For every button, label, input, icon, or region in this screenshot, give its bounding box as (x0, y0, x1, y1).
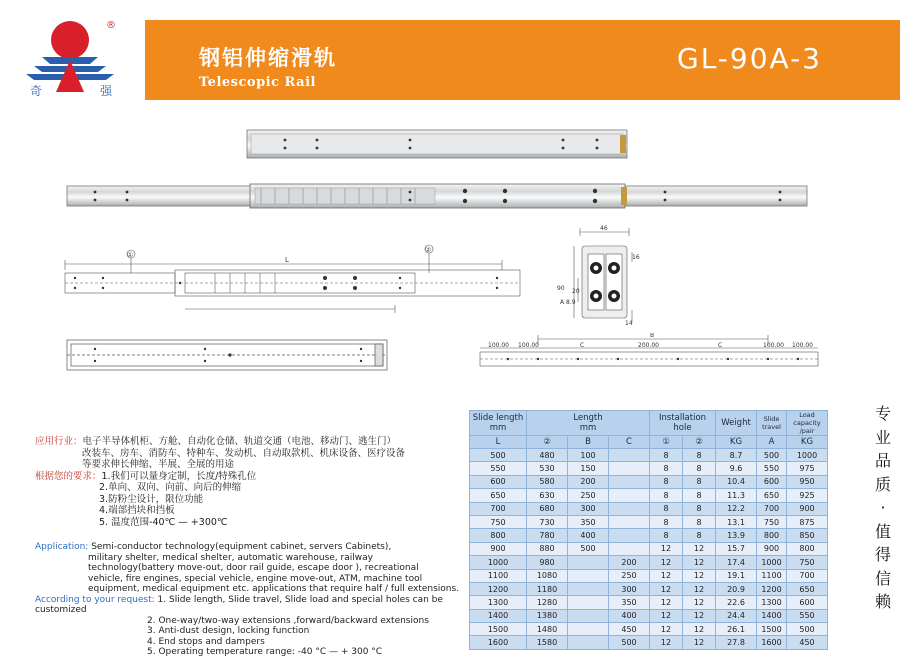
table-cell: 900 (757, 542, 787, 555)
table-cell: 500 (609, 636, 650, 649)
table-cell: 580 (527, 475, 568, 488)
table-cell: 8 (683, 462, 716, 475)
table-cell: 500 (470, 449, 527, 462)
table-cell: 500 (757, 449, 787, 462)
application-line-2: military shelter, medical shelter, automatic warehouse, railway (88, 552, 373, 563)
table-cell: 15.7 (716, 542, 757, 555)
table-cell: 250 (609, 569, 650, 582)
table-cell: 12 (650, 569, 683, 582)
table-cell: 480 (527, 449, 568, 462)
sub-header-kg: KG (716, 436, 757, 449)
col-load-capacity-label: Load capacity (793, 411, 821, 427)
table-cell: 680 (527, 502, 568, 515)
dim-46: 46 (600, 225, 608, 232)
pitch-100-c: 100.00 (763, 342, 784, 349)
table-cell: 350 (568, 515, 609, 528)
table-cell (568, 569, 609, 582)
table-cell: 12 (650, 542, 683, 555)
application-line-3: technology(battery move-out, door rail guide, escape door ), recreational (88, 563, 419, 573)
table-cell: 925 (787, 489, 828, 502)
table-cell: 20.9 (716, 582, 757, 595)
request-cn-2: 2.单向、双向、向前、向后的伸缩 (99, 482, 242, 493)
slogan-char: · (880, 498, 886, 517)
slogan-char: 赖 (874, 592, 891, 611)
table-cell: 400 (568, 529, 609, 542)
table-cell: 630 (527, 489, 568, 502)
table-row (470, 636, 828, 649)
col-length (527, 411, 650, 436)
table-cell: 1180 (527, 582, 568, 595)
table-cell: 8 (683, 502, 716, 515)
table-cell: 1600 (757, 636, 787, 649)
table-cell: 12 (650, 623, 683, 636)
request-en-4: 4. End stops and dampers (147, 636, 265, 647)
table-cell: 1100 (757, 569, 787, 582)
industry-line-2: 改装车、房车、消防车、特种车、发动机、自动取款机、机床设备、医疗设备 (82, 447, 406, 459)
request-cn-4: 4.端部挡块和挡板 (99, 505, 175, 516)
application-line-1: Semi-conductor technology(equipment cabinet, servers Cabinets), (91, 542, 392, 552)
cross-section-drawing (552, 222, 652, 332)
logo-mark (20, 14, 130, 98)
rail-extended-render (65, 183, 810, 209)
dim-20: 20 (572, 288, 580, 295)
application-label: Application: (35, 542, 89, 552)
slogan-char: 得 (874, 545, 891, 564)
table-cell: 980 (527, 556, 568, 569)
request-cn-5: 5. 温度范围-40℃ — +300℃ (99, 516, 228, 528)
table-cell: 1100 (470, 569, 527, 582)
table-cell: 1080 (527, 569, 568, 582)
dim-8-9: 8.9 (566, 299, 576, 306)
marker-2: ② (425, 246, 432, 254)
application-line-5: equipment, medical equipment etc. applications that require half / full extensions. (88, 584, 460, 594)
dim-B: B (650, 333, 655, 339)
table-cell: 12 (650, 636, 683, 649)
side-view-drawing (55, 243, 530, 316)
table-cell: 650 (787, 582, 828, 595)
table-cell: 12 (683, 569, 716, 582)
table-row (470, 529, 828, 542)
table-cell: 730 (527, 515, 568, 528)
table-cell (568, 596, 609, 609)
table-cell: 450 (787, 636, 828, 649)
table-cell: 8 (683, 475, 716, 488)
brand-logo (20, 14, 130, 98)
request-cn-3: 3.防粉尘设计，限位功能 (99, 493, 204, 505)
table-cell: 12 (683, 636, 716, 649)
pitch-c-b: C (718, 342, 723, 349)
col-slide-travel: Slide travel (757, 411, 787, 436)
table-cell: 300 (568, 502, 609, 515)
table-cell: 24.4 (716, 609, 757, 622)
table-cell: 12 (683, 596, 716, 609)
sub-header-c: C (609, 436, 650, 449)
table-cell: 8 (683, 449, 716, 462)
table-cell: 700 (470, 502, 527, 515)
pitch-200: 200.00 (638, 342, 659, 349)
table-cell: 300 (609, 582, 650, 595)
table-cell (609, 475, 650, 488)
table-cell: 880 (527, 542, 568, 555)
table-cell: 17.4 (716, 556, 757, 569)
table-cell: 600 (757, 475, 787, 488)
slogan-char: 质 (874, 474, 891, 494)
table-cell: 750 (787, 556, 828, 569)
table-row (470, 569, 828, 582)
spec-table (469, 410, 828, 650)
table-cell: 8 (650, 515, 683, 528)
table-cell: 1380 (527, 609, 568, 622)
slogan-char: 信 (874, 568, 891, 588)
col-installation-hole: Installation hole (650, 411, 716, 436)
table-cell: 550 (470, 462, 527, 475)
table-cell: 1200 (757, 582, 787, 595)
table-cell: 800 (470, 529, 527, 542)
dim-A: A (560, 299, 565, 306)
length-label: L (285, 256, 289, 264)
request-en-1: 1. Slide length, Slide travel, Slide load and special holes can be customized (35, 594, 443, 615)
table-cell: 200 (609, 556, 650, 569)
application-line-4: vehicle, fire engines, special vehicle, engine move-out, ATM, machine tool (88, 573, 423, 584)
table-cell: 1000 (787, 449, 828, 462)
table-row (470, 582, 828, 595)
table-cell: 800 (787, 542, 828, 555)
table-row (470, 515, 828, 528)
table-cell (609, 529, 650, 542)
table-cell: 250 (568, 489, 609, 502)
table-cell (609, 489, 650, 502)
table-cell: 8 (650, 475, 683, 488)
slogan-char: 专 (874, 404, 891, 423)
table-cell: 8 (683, 529, 716, 542)
table-cell: 650 (470, 489, 527, 502)
col-length-label: Length (573, 413, 603, 423)
dim-90: 90 (557, 285, 565, 292)
table-cell: 700 (757, 502, 787, 515)
table-cell: 1600 (470, 636, 527, 649)
dim-14: 14 (625, 320, 633, 327)
table-cell: 600 (470, 475, 527, 488)
table-cell: 1280 (527, 596, 568, 609)
table-row (470, 462, 828, 475)
table-cell: 1300 (470, 596, 527, 609)
table-row (470, 475, 828, 488)
table-cell: 1000 (470, 556, 527, 569)
industry-label: 应用行业： (35, 436, 83, 447)
table-cell: 200 (568, 475, 609, 488)
table-cell: 8 (650, 489, 683, 502)
table-cell: 530 (527, 462, 568, 475)
request-label-cn: 根据您的要求： (35, 470, 102, 482)
table-cell: 1300 (757, 596, 787, 609)
table-row (470, 609, 828, 622)
table-cell: 780 (527, 529, 568, 542)
sub-header-hole-1: ① (650, 436, 683, 449)
col-slide-length (470, 411, 527, 436)
table-cell: 100 (568, 449, 609, 462)
table-cell: 350 (609, 596, 650, 609)
marker-1: ① (127, 251, 134, 259)
table-cell: 900 (787, 502, 828, 515)
table-cell: 700 (787, 569, 828, 582)
table-cell: 950 (787, 475, 828, 488)
model-number: GL-90A-3 (677, 42, 822, 75)
table-cell: 550 (787, 609, 828, 622)
table-cell (609, 502, 650, 515)
table-cell: 500 (568, 542, 609, 555)
table-cell: 10.4 (716, 475, 757, 488)
table-cell (568, 556, 609, 569)
sub-header-length-2: ② (527, 436, 568, 449)
product-title-en: Telescopic Rail (199, 75, 316, 90)
table-cell: 450 (609, 623, 650, 636)
sub-header-hole-2: ② (683, 436, 716, 449)
table-cell: 750 (470, 515, 527, 528)
table-cell: 12 (650, 556, 683, 569)
table-cell: 8.7 (716, 449, 757, 462)
sub-header-kg-load: KG (787, 436, 828, 449)
table-cell: 22.6 (716, 596, 757, 609)
table-cell (609, 542, 650, 555)
table-cell: 26.1 (716, 623, 757, 636)
table-cell: 13.1 (716, 515, 757, 528)
table-cell: 27.8 (716, 636, 757, 649)
slogan-char: 品 (874, 451, 891, 470)
table-cell: 750 (757, 515, 787, 528)
table-cell: 12 (683, 542, 716, 555)
rail-closed-render (245, 128, 630, 160)
table-cell: 8 (683, 489, 716, 502)
table-cell: 11.3 (716, 489, 757, 502)
table-cell (609, 515, 650, 528)
table-row (470, 542, 828, 555)
table-cell: 8 (683, 515, 716, 528)
sub-header-b: B (568, 436, 609, 449)
table-row (470, 623, 828, 636)
table-cell: 600 (787, 596, 828, 609)
table-cell (609, 462, 650, 475)
col-length-unit: mm (579, 423, 597, 433)
table-cell (568, 609, 609, 622)
request-label-en: According to your request: (35, 594, 155, 605)
slogan-char: 业 (874, 427, 891, 447)
sub-header-a: A (757, 436, 787, 449)
table-cell (609, 449, 650, 462)
sub-header-l: L (470, 436, 527, 449)
pitch-c-a: C (580, 342, 585, 349)
table-cell: 12 (683, 623, 716, 636)
table-cell: 12 (683, 582, 716, 595)
table-cell: 400 (609, 609, 650, 622)
table-row (470, 449, 828, 462)
table-row (470, 596, 828, 609)
table-cell (568, 636, 609, 649)
quality-slogan (873, 402, 893, 614)
table-cell: 8 (650, 462, 683, 475)
table-row (470, 556, 828, 569)
table-cell: 900 (470, 542, 527, 555)
table-cell (568, 623, 609, 636)
table-cell: 8 (650, 502, 683, 515)
table-cell: 8 (650, 449, 683, 462)
request-en-5: 5. Operating temperature range: -40 °C — + 300 °C (147, 647, 383, 657)
cn-description (35, 436, 475, 528)
table-cell: 650 (757, 489, 787, 502)
request-cn-1: 1.我们可以量身定制，长度/特殊孔位 (101, 470, 257, 482)
registered-mark: ® (106, 20, 116, 31)
logo-text-left: 奇 (30, 84, 43, 98)
table-cell: 12 (683, 609, 716, 622)
table-cell: 12.2 (716, 502, 757, 515)
table-cell: 500 (787, 623, 828, 636)
table-cell: 9.6 (716, 462, 757, 475)
request-en-3: 3. Anti-dust design, locking function (147, 626, 310, 636)
top-view-drawing (65, 338, 390, 373)
product-title-cn: 钢铝伸缩滑轨 (199, 46, 337, 70)
table-cell: 13.9 (716, 529, 757, 542)
table-cell: 550 (757, 462, 787, 475)
pitch-100-d: 100.00 (792, 342, 813, 349)
table-cell: 12 (650, 609, 683, 622)
table-cell: 1000 (757, 556, 787, 569)
slogan-char: 值 (874, 521, 891, 541)
table-cell (568, 582, 609, 595)
col-slide-length-unit: mm (489, 423, 507, 433)
table-cell: 1200 (470, 582, 527, 595)
table-cell: 975 (787, 462, 828, 475)
col-slide-length-label: Slide length (472, 413, 524, 423)
pitch-100-b: 100.00 (518, 342, 539, 349)
table-row (470, 502, 828, 515)
table-cell: 1400 (757, 609, 787, 622)
pitch-100-a: 100.00 (488, 342, 509, 349)
en-description (35, 542, 475, 658)
col-weight: Weight (716, 411, 757, 436)
table-cell: 8 (650, 529, 683, 542)
col-load-capacity (787, 411, 828, 436)
table-cell: 12 (650, 582, 683, 595)
table-cell: 1400 (470, 609, 527, 622)
table-cell: 850 (787, 529, 828, 542)
table-cell: 875 (787, 515, 828, 528)
col-load-capacity-unit: /pair (799, 427, 815, 435)
industry-line-3: 等要求伸长伸缩、半展、全展的用途 (82, 459, 235, 470)
table-cell: 12 (650, 596, 683, 609)
table-cell: 12 (683, 556, 716, 569)
table-row (470, 489, 828, 502)
table-cell: 800 (757, 529, 787, 542)
table-cell: 1500 (470, 623, 527, 636)
table-cell: 1480 (527, 623, 568, 636)
hole-pitch-drawing (478, 333, 823, 373)
table-cell: 19.1 (716, 569, 757, 582)
industry-line-1: 电子半导体机柜、方舱、自动化仓储、轨道交通（电池、移动门、逃生门） (82, 436, 397, 447)
dim-16: 16 (632, 254, 640, 261)
logo-text-right: 强 (100, 84, 113, 98)
request-en-2: 2. One-way/two-way extensions ,forward/backward extensions (147, 615, 429, 626)
table-cell: 1500 (757, 623, 787, 636)
table-cell: 1580 (527, 636, 568, 649)
table-cell: 150 (568, 462, 609, 475)
